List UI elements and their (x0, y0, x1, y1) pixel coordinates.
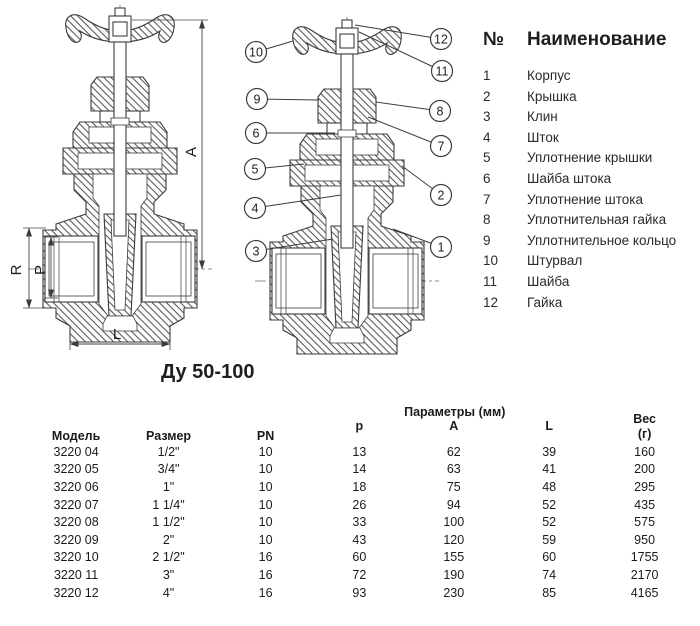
table-row (34, 584, 692, 602)
cell-p: 14 (352, 462, 367, 477)
cell-a: 120 (443, 532, 465, 547)
cell-l: 74 (542, 567, 557, 582)
cell-model: 3220 10 (53, 550, 99, 565)
cell-model: 3220 07 (53, 497, 99, 512)
svg-text:3: 3 (252, 244, 260, 259)
callout-6 (246, 123, 267, 144)
callout-3 (246, 241, 267, 262)
cell-p: 93 (352, 585, 367, 600)
cell-p: 33 (352, 515, 367, 530)
cell-size: 1/2" (157, 444, 180, 459)
cell-pn: 10 (258, 497, 273, 512)
cell-p: 60 (352, 550, 367, 565)
header-p: p (355, 419, 364, 433)
cell-p: 18 (352, 479, 367, 494)
callout-4 (245, 198, 266, 219)
table-row (34, 566, 692, 584)
cell-size: 4" (162, 585, 175, 600)
header-l: L (545, 419, 553, 433)
cell-p: 43 (352, 532, 367, 547)
cell-pn: 10 (258, 532, 273, 547)
svg-text:8: 8 (436, 104, 444, 119)
table-row (34, 443, 692, 461)
spec-table-header (34, 399, 692, 443)
cell-a: 94 (446, 497, 461, 512)
cell-weight: 160 (634, 444, 656, 459)
dimension-label-p: P (32, 264, 49, 276)
cell-pn: 10 (258, 444, 273, 459)
cell-a: 75 (446, 479, 461, 494)
parts-list-item: 12 Гайка (483, 294, 563, 310)
cell-pn: 10 (258, 479, 273, 494)
cell-weight: 435 (634, 497, 656, 512)
cell-l: 59 (542, 532, 557, 547)
callout-1 (431, 237, 452, 258)
cell-model: 3220 04 (53, 444, 99, 459)
parts-list-item: 8 Уплотнительная гайка (483, 212, 667, 228)
cell-weight: 1755 (630, 550, 659, 565)
header-model: Модель (51, 429, 101, 443)
parts-list-item: 11 Шайба (483, 273, 570, 289)
cell-model: 3220 12 (53, 585, 99, 600)
parts-list-item: 1 Корпус (483, 68, 571, 83)
table-row (34, 496, 692, 514)
callout-10 (246, 42, 267, 63)
parts-name-header: Наименование (527, 29, 667, 50)
svg-text:12: 12 (434, 32, 448, 47)
callout-9 (247, 89, 268, 110)
parts-list-item: 9 Уплотнительное кольцо (483, 232, 677, 248)
parts-list-item: 7 Уплотнение штока (483, 191, 644, 207)
callout-12 (431, 29, 452, 50)
cell-model: 3220 08 (53, 515, 99, 530)
header-a: A (449, 419, 459, 433)
dimension-label-l: L (112, 326, 122, 343)
cell-size: 1" (162, 479, 175, 494)
cell-l: 52 (542, 515, 557, 530)
table-row (34, 461, 692, 479)
cell-pn: 16 (258, 567, 273, 582)
cell-weight: 4165 (630, 585, 659, 600)
cell-size: 3/4" (157, 462, 180, 477)
table-row (34, 549, 692, 567)
cell-size: 3" (162, 567, 175, 582)
header-weight: Вес (г) (633, 411, 656, 442)
cell-weight: 295 (634, 479, 656, 494)
svg-text:11: 11 (435, 64, 449, 79)
cell-l: 41 (542, 462, 557, 477)
cell-p: 26 (352, 497, 367, 512)
parts-list (483, 29, 698, 313)
cell-model: 3220 05 (53, 462, 99, 477)
parts-list-item: 10 Штурвал (483, 253, 583, 269)
cell-weight: 2170 (630, 567, 659, 582)
valve-technical-drawing (0, 0, 480, 400)
header-size: Размер (146, 429, 192, 443)
cell-l: 85 (542, 585, 557, 600)
valve-section-dimensioned (28, 5, 212, 344)
cell-l: 52 (542, 497, 557, 512)
callout-5 (245, 159, 266, 180)
parts-list-item: 2 Крышка (483, 88, 577, 104)
svg-text:7: 7 (437, 139, 445, 154)
callout-11 (432, 61, 453, 82)
cell-p: 72 (352, 567, 367, 582)
cell-size: 2 1/2" (152, 550, 185, 565)
header-params-group: Параметры (мм) (404, 405, 506, 419)
table-row (34, 531, 692, 549)
cell-l: 60 (542, 550, 557, 565)
cell-a: 63 (446, 462, 461, 477)
cell-l: 48 (542, 479, 557, 494)
cell-pn: 10 (258, 515, 273, 530)
parts-list-item: 4 Шток (483, 129, 559, 145)
cell-a: 190 (443, 567, 465, 582)
svg-text:1: 1 (437, 240, 445, 255)
svg-text:10: 10 (249, 45, 263, 60)
table-row (34, 513, 692, 531)
parts-list-item: 6 Шайба штока (483, 170, 612, 186)
parts-list-item: 3 Клин (483, 109, 558, 125)
cell-model: 3220 09 (53, 532, 99, 547)
size-note: Ду 50-100 (161, 361, 255, 383)
cell-weight: 200 (634, 462, 656, 477)
svg-text:2: 2 (437, 188, 445, 203)
parts-list-item: 5 Уплотнение крышки (483, 150, 653, 166)
spec-table-body (34, 443, 692, 601)
cell-pn: 16 (258, 585, 273, 600)
cell-a: 100 (443, 515, 465, 530)
svg-text:5: 5 (251, 162, 259, 177)
svg-text:6: 6 (252, 126, 260, 141)
cell-a: 155 (443, 550, 465, 565)
table-row (34, 478, 692, 496)
parts-list-header (483, 29, 698, 51)
cell-pn: 16 (258, 550, 273, 565)
cell-size: 2" (162, 532, 175, 547)
cell-model: 3220 11 (53, 567, 99, 582)
cell-pn: 10 (258, 462, 273, 477)
valve-section-callouts (252, 17, 439, 356)
callout-2 (431, 185, 452, 206)
header-pn: PN (256, 429, 275, 443)
svg-text:9: 9 (253, 92, 261, 107)
callout-8 (430, 101, 451, 122)
cell-size: 1 1/4" (152, 497, 185, 512)
cell-weight: 575 (634, 515, 656, 530)
dimension-label-r: R (8, 264, 25, 276)
parts-number-header: № (483, 29, 505, 50)
cell-p: 13 (352, 444, 367, 459)
spec-table (34, 399, 692, 601)
cell-weight: 950 (634, 532, 656, 547)
cell-size: 1 1/2" (152, 515, 185, 530)
callout-7 (431, 136, 452, 157)
cell-l: 39 (542, 444, 557, 459)
cell-a: 62 (446, 444, 461, 459)
cell-a: 230 (443, 585, 465, 600)
cell-model: 3220 06 (53, 479, 99, 494)
parts-list-items (483, 66, 698, 313)
dimension-label-a: A (183, 146, 200, 158)
svg-text:4: 4 (251, 201, 259, 216)
